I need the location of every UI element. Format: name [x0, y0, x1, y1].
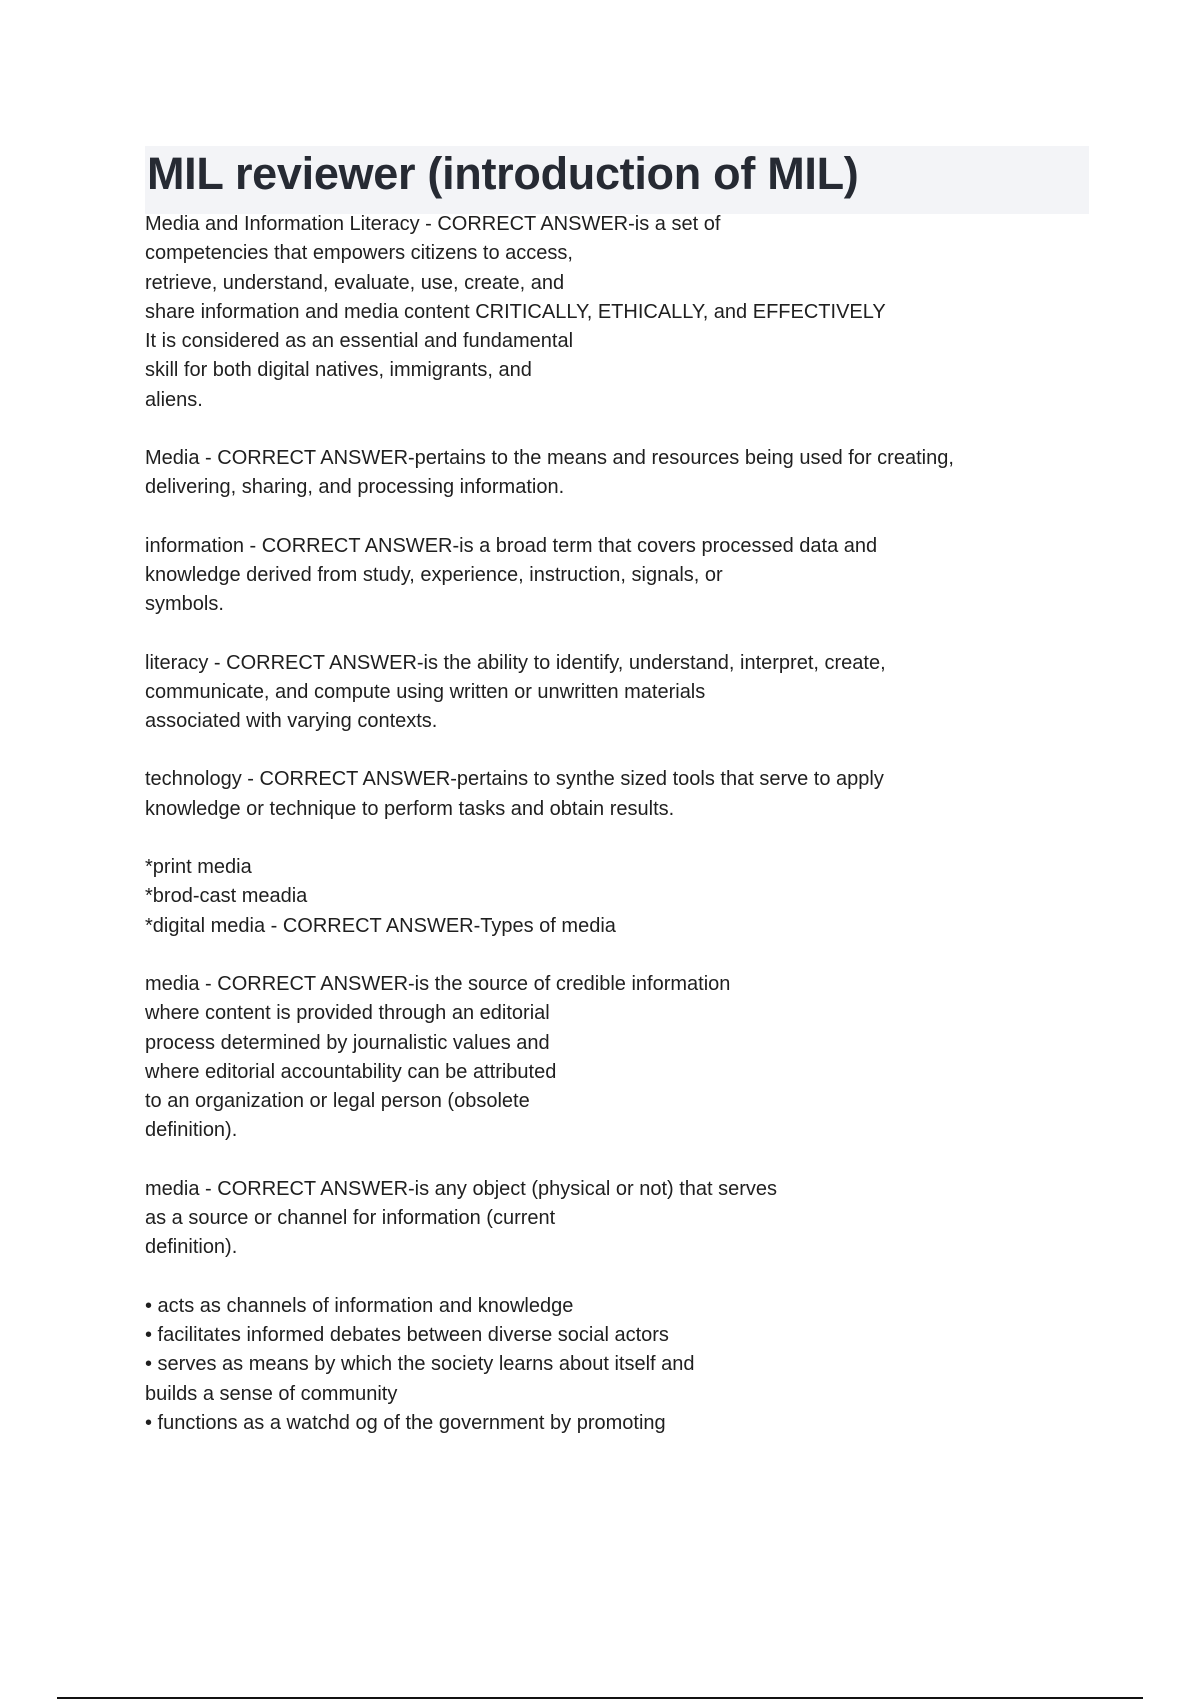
entry-text-line: *digital media - CORRECT ANSWER-Types of media: [145, 914, 616, 937]
entry-text-line: media - CORRECT ANSWER-is any object (physical or not) that serves: [145, 1177, 778, 1200]
entry-text-line: where content is provided through an editorial: [145, 1002, 550, 1025]
entry-text-line: • serves as means by which the society learns about itself and: [145, 1353, 695, 1376]
entry-text-line: media - CORRECT ANSWER-is the source of credible information: [145, 972, 731, 995]
entry-text-line: delivering, sharing, and processing information.: [145, 476, 565, 499]
definition-entry: [145, 1175, 1105, 1263]
definition-entry: [145, 1292, 1105, 1438]
entry-text-line: aliens.: [145, 388, 203, 411]
entry-text-line: information - CORRECT ANSWER-is a broad term that covers processed data and: [145, 534, 878, 557]
document-title: MIL reviewer (introduction of MIL): [147, 148, 859, 199]
entry-text-line: Media - CORRECT ANSWER-pertains to the means and resources being used for creating,: [145, 447, 954, 470]
definition-entry: [145, 970, 1105, 1146]
entry-text-line: associated with varying contexts.: [145, 710, 438, 733]
entry-text-line: knowledge derived from study, experience, instruction, signals, or: [145, 563, 723, 586]
entry-text-line: skill for both digital natives, immigrants, and: [145, 359, 532, 382]
entry-text-line: *print media: [145, 856, 252, 879]
entry-text-line: where editorial accountability can be attributed: [145, 1060, 557, 1083]
definition-entry: [145, 649, 1105, 737]
entry-text-line: • facilitates informed debates between diverse social actors: [145, 1323, 669, 1346]
entry-text-line: definition).: [145, 1236, 238, 1259]
entry-text-line: • acts as channels of information and knowledge: [145, 1294, 574, 1317]
entry-text-line: communicate, and compute using written or unwritten materials: [145, 680, 706, 703]
entry-text-line: It is considered as an essential and fundamental: [145, 330, 574, 353]
entry-text-line: technology - CORRECT ANSWER-pertains to synthe sized tools that serve to apply: [145, 768, 884, 791]
page-bottom-rule: [57, 1697, 1143, 1699]
entry-text-line: *brod-cast meadia: [145, 885, 308, 908]
definition-entry: [145, 765, 1105, 824]
entry-text-line: Media and Information Literacy - CORRECT ANSWER-is a set of: [145, 213, 721, 235]
entry-text-line: definition).: [145, 1119, 238, 1142]
entry-text-line: • functions as a watchd og of the government by promoting: [145, 1411, 666, 1434]
entry-text-line: process determined by journalistic values and: [145, 1031, 550, 1054]
entry-text-line: to an organization or legal person (obsolete: [145, 1090, 530, 1113]
entry-text-line: competencies that empowers citizens to access,: [145, 242, 573, 265]
entry-text-line: symbols.: [145, 593, 224, 616]
entry-text-line: builds a sense of community: [145, 1382, 398, 1405]
entry-text-line: retrieve, understand, evaluate, use, create, and: [145, 271, 565, 294]
entry-text-line: as a source or channel for information (current: [145, 1207, 556, 1230]
entry-text-line: literacy - CORRECT ANSWER-is the ability to identify, understand, interpret, create,: [145, 651, 886, 674]
definition-entry: [145, 210, 1105, 415]
definition-entry: [145, 444, 1105, 503]
definition-entry: [145, 853, 1105, 941]
entry-text-line: share information and media content CRITICALLY, ETHICALLY, and EFFECTIVELY: [145, 300, 886, 323]
entry-text-line: knowledge or technique to perform tasks and obtain results.: [145, 797, 675, 820]
document-body: [145, 210, 1105, 1467]
definition-entry: [145, 532, 1105, 620]
